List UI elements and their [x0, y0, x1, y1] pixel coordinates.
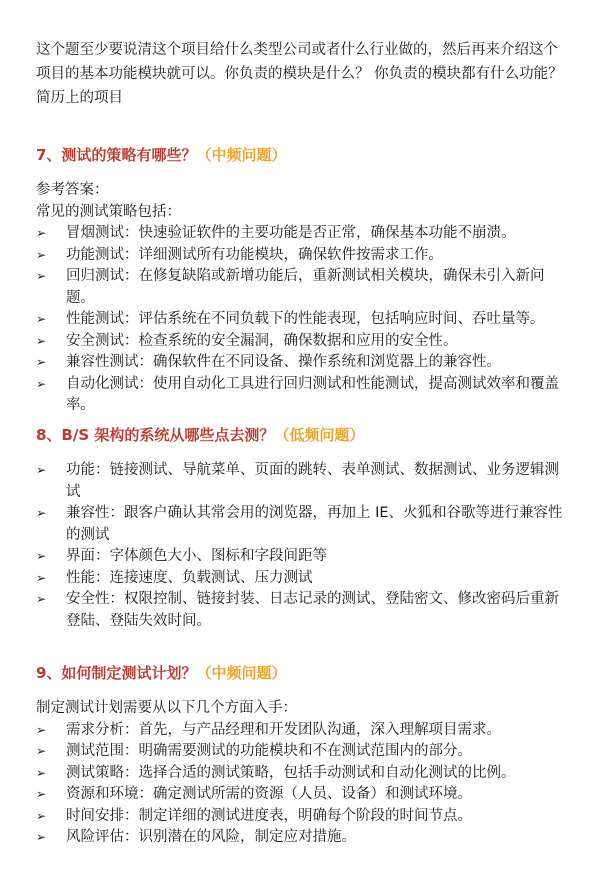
section-heading [36, 144, 570, 166]
lead-line: 参考答案： [36, 182, 109, 198]
section-heading [36, 662, 570, 684]
list-item: ➢ 性能：连接速度、负载测试、压力测试 [36, 568, 570, 590]
lead-line: 制定测试计划需要从以下几个方面入手： [36, 700, 297, 716]
list-item: ➢ 风险评估：识别潜在的风险，制定应对措施。 [36, 827, 570, 849]
arrow-bullet-icon: ➢ [36, 592, 47, 606]
arrow-bullet-icon: ➢ [36, 744, 47, 758]
heading-text: 9、如何制定测试计划？ [36, 664, 197, 682]
section-heading [36, 424, 570, 446]
frequency-tag: （中频问题） [196, 146, 287, 164]
list-item: ➢ 功能：链接测试、导航菜单、页面的跳转、表单测试、数据测试、业务逻辑测试 [36, 462, 559, 500]
lead-line: 常见的测试策略包括： [36, 203, 181, 220]
arrow-bullet-icon: ➢ [36, 376, 47, 391]
arrow-bullet-icon: ➢ [36, 226, 47, 240]
arrow-bullet-icon: ➢ [36, 333, 47, 348]
arrow-bullet-icon: ➢ [36, 312, 47, 326]
bullet-list [36, 223, 570, 417]
section-9 [36, 662, 570, 849]
bullet-list [36, 720, 570, 849]
list-item: ➢ 性能测试：评估系统在不同负载下的性能表现，包括响应时间、吞吐量等。 [36, 309, 570, 331]
arrow-bullet-icon: ➢ [36, 269, 47, 283]
list-item: ➢ 界面：字体颜色大小、图标和字段间距等 [36, 546, 570, 568]
arrow-bullet-icon: ➢ [36, 808, 47, 823]
arrow-bullet-icon: ➢ [36, 355, 47, 369]
list-item: ➢ 冒烟测试：快速验证软件的主要功能是否正常，确保基本功能不崩溃。 [36, 223, 570, 245]
arrow-bullet-icon: ➢ [36, 830, 47, 844]
arrow-bullet-icon: ➢ [36, 765, 47, 780]
arrow-bullet-icon: ➢ [36, 506, 47, 520]
list-item: ➢ 测试范围：明确需要测试的功能模块和不在测试范围内的部分。 [36, 741, 570, 763]
list-item: ➢ 回归测试：在修复缺陷或新增功能后，重新测试相关模块，确保未引入新问题。 [36, 268, 545, 306]
heading-text: 7、测试的策略有哪些？ [36, 146, 197, 164]
arrow-bullet-icon: ➢ [36, 570, 47, 585]
bullet-list [36, 460, 570, 632]
list-item: ➢ 兼容性测试：确保软件在不同设备、操作系统和浏览器上的兼容性。 [36, 352, 570, 374]
list-item: ➢ 安全测试：检查系统的安全漏洞，确保数据和应用的安全性。 [36, 331, 570, 353]
list-item: ➢ 时间安排：制定详细的测试进度表，明确每个阶段的时间节点。 [36, 806, 570, 828]
list-item: ➢ 需求分析：首先，与产品经理和开发团队沟通，深入理解项目需求。 [36, 720, 570, 742]
list-item: ➢ 自动化测试：使用自动化工具进行回归测试和性能测试，提高测试效率和覆盖率。 [36, 375, 559, 413]
intro-paragraph: 这个题至少要说清这个项目给什么类型公司或者什么行业做的，然后再来介绍这个项目的基本功能模块就可以。你负责的模块是什么？ 你负责的模块都有什么功能？简历上的项目 [36, 42, 563, 106]
arrow-bullet-icon: ➢ [36, 722, 47, 737]
frequency-tag: （中频问题） [196, 664, 287, 682]
arrow-bullet-icon: ➢ [36, 787, 47, 801]
section-7 [36, 144, 570, 417]
arrow-bullet-icon: ➢ [36, 549, 47, 563]
list-item: ➢ 兼容性：跟客户确认其常会用的浏览器，再加上 IE、火狐和谷歌等进行兼容性的测试 [36, 505, 563, 543]
section-8 [36, 424, 570, 632]
list-item: ➢ 功能测试：详细测试所有功能模块，确保软件按需求工作。 [36, 245, 570, 267]
arrow-bullet-icon: ➢ [36, 247, 47, 262]
heading-text: 8、B/S 架构的系统从哪些点去测？ [36, 426, 275, 444]
list-item: ➢ 测试策略：选择合适的测试策略，包括手动测试和自动化测试的比例。 [36, 763, 570, 785]
arrow-bullet-icon: ➢ [36, 463, 47, 477]
frequency-tag: （低频问题） [274, 426, 365, 444]
list-item: ➢ 资源和环境：确定测试所需的资源（人员、设备）和测试环境。 [36, 784, 570, 806]
list-item: ➢ 安全性：权限控制、链接封装、日志记录的测试、登陆密文、修改密码后重新登陆、登陆失效时间。 [36, 591, 559, 629]
